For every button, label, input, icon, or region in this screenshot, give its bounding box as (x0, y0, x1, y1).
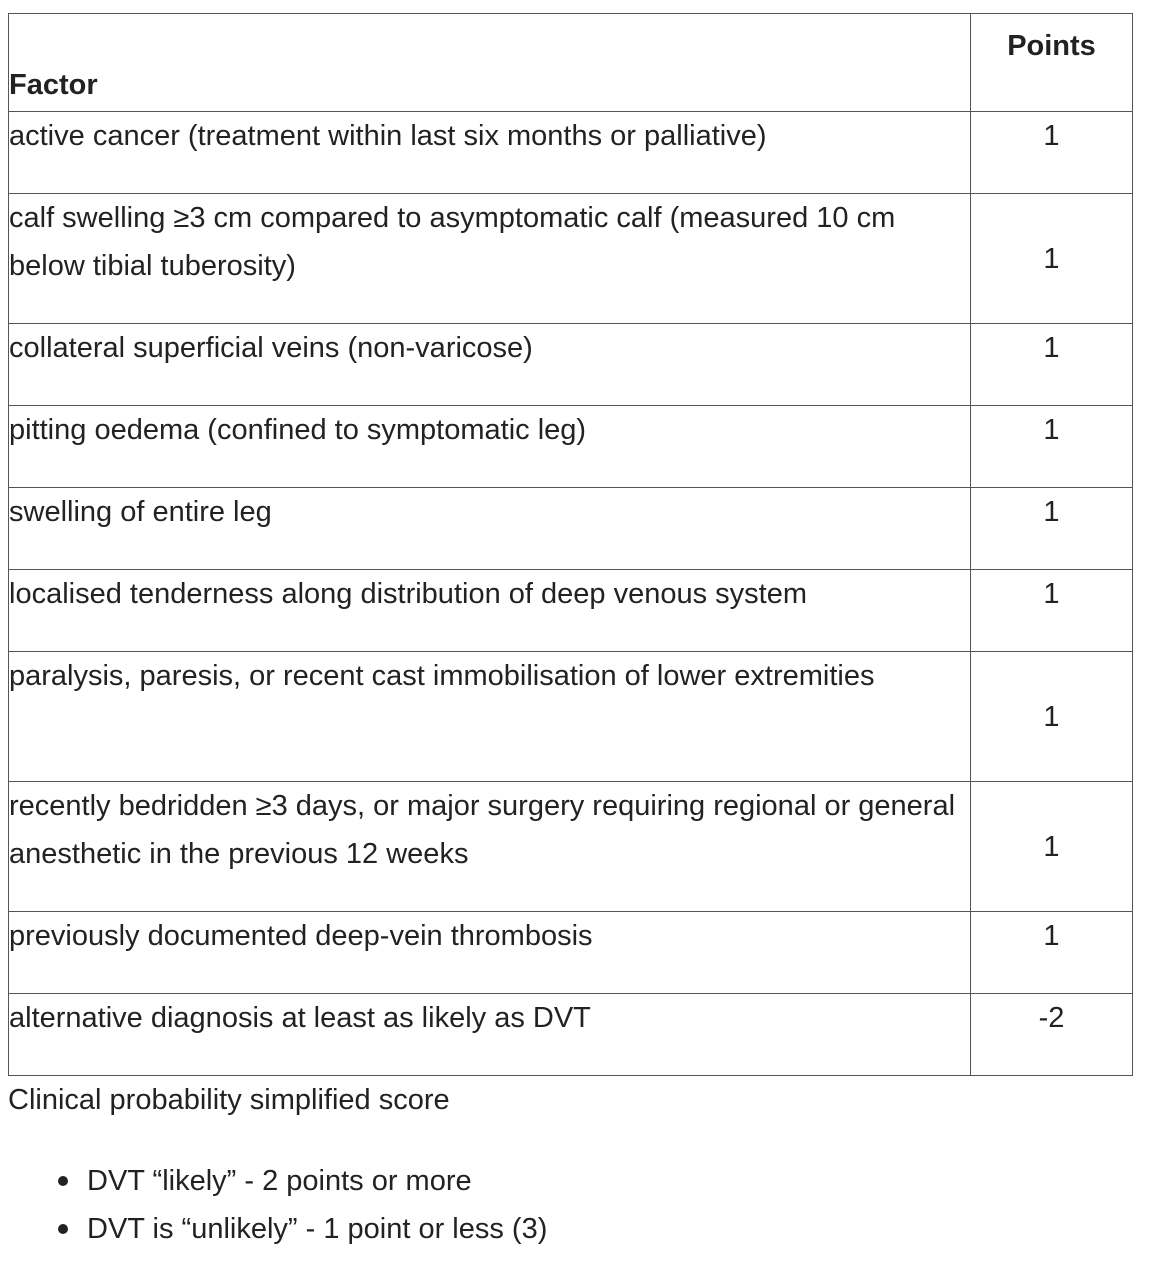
table-row (9, 994, 1133, 1076)
list-item (0, 1157, 547, 1205)
bullet-icon (58, 1224, 68, 1234)
factor-column-header: Factor (9, 14, 971, 112)
list-item (0, 1205, 547, 1253)
table-row (9, 324, 1133, 406)
points-cell: 1 (971, 782, 1133, 912)
factor-cell: swelling of entire leg (9, 488, 971, 570)
points-cell: 1 (971, 406, 1133, 488)
table-row (9, 194, 1133, 324)
bullet-icon (58, 1176, 68, 1186)
points-cell: 1 (971, 652, 1133, 782)
table-row (9, 782, 1133, 912)
points-cell: 1 (971, 488, 1133, 570)
table-row (9, 570, 1133, 652)
points-cell: 1 (971, 194, 1133, 324)
score-caption: Clinical probability simplified score (8, 1084, 450, 1116)
table-row (9, 912, 1133, 994)
factor-cell: collateral superficial veins (non-varicose) (9, 324, 971, 406)
wells-score-table (8, 13, 1133, 1076)
factor-cell: previously documented deep-vein thrombosis (9, 912, 971, 994)
table-row (9, 112, 1133, 194)
list-item-text: DVT is “unlikely” - 1 point or less (3) (87, 1213, 548, 1245)
table-row (9, 406, 1133, 488)
factor-cell: pitting oedema (confined to symptomatic leg) (9, 406, 971, 488)
list-item-text: DVT “likely” - 2 points or more (87, 1165, 472, 1197)
score-interpretation-list (0, 1157, 547, 1253)
factor-cell: recently bedridden ≥3 days, or major surgery requiring regional or general anesthetic in the previous 12 weeks (9, 782, 971, 912)
factor-cell: calf swelling ≥3 cm compared to asymptomatic calf (measured 10 cm below tibial tuberosity) (9, 194, 971, 324)
table-header-row (9, 14, 1133, 112)
points-cell: 1 (971, 912, 1133, 994)
points-cell: 1 (971, 324, 1133, 406)
points-cell: 1 (971, 570, 1133, 652)
factor-cell: alternative diagnosis at least as likely as DVT (9, 994, 971, 1076)
points-column-header: Points (971, 14, 1133, 112)
points-cell: -2 (971, 994, 1133, 1076)
points-cell: 1 (971, 112, 1133, 194)
table-row (9, 652, 1133, 782)
table-row (9, 488, 1133, 570)
factor-cell: localised tenderness along distribution of deep venous system (9, 570, 971, 652)
factor-cell: active cancer (treatment within last six months or palliative) (9, 112, 971, 194)
factor-cell: paralysis, paresis, or recent cast immobilisation of lower extremities (9, 652, 971, 782)
